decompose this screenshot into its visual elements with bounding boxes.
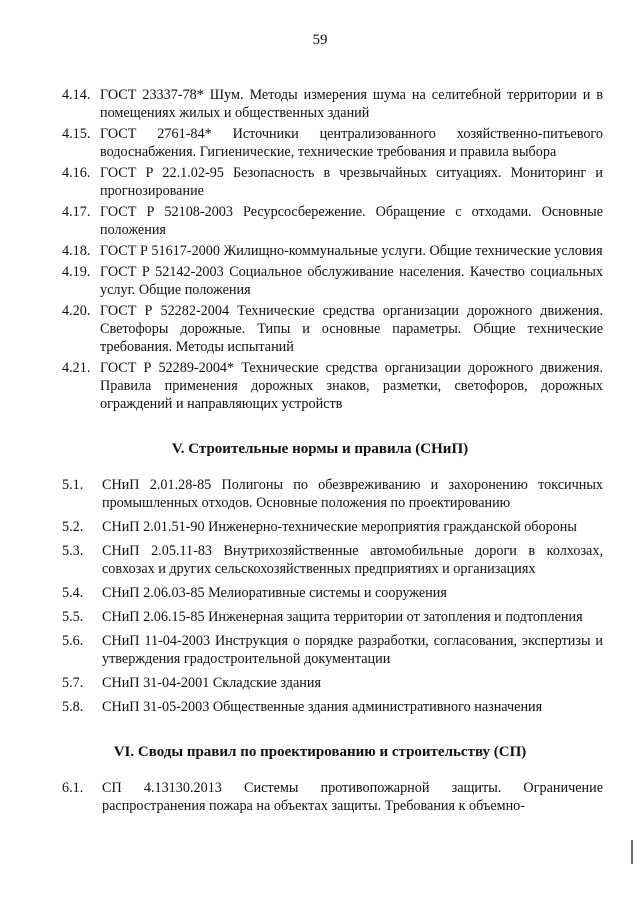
- item-number: 5.8.: [62, 699, 84, 715]
- item-number: 4.20.: [62, 303, 91, 319]
- list-item: [62, 242, 603, 260]
- item-text: СНиП 31-05-2003 Общественные здания административного назначения: [102, 699, 543, 715]
- item-number: 4.14.: [62, 87, 91, 103]
- item-text: ГОСТ Р 52108-2003 Ресурсосбережение. Обращение с отходами. Основные положения: [100, 204, 603, 238]
- item-number: 5.7.: [62, 675, 84, 691]
- item-number: 4.16.: [62, 165, 91, 181]
- item-number: 5.3.: [62, 543, 84, 559]
- item-text: ГОСТ 2761-84* Источники централизованного хозяйственно-питьевого водоснабжения. Гигиенические, технические требования и правила выбора: [100, 126, 603, 160]
- list-item: [62, 263, 603, 299]
- list-item: [62, 476, 603, 512]
- list-item: [62, 86, 603, 122]
- item-number: 5.4.: [62, 585, 84, 601]
- section-6-heading: VI. Своды правил по проектированию и строительству (СП): [113, 744, 527, 760]
- list-item: [62, 632, 603, 668]
- item-number: 4.21.: [62, 360, 91, 376]
- item-number: 5.5.: [62, 609, 84, 625]
- item-text: СНиП 31-04-2001 Складские здания: [102, 675, 321, 691]
- list-item: [62, 542, 603, 578]
- item-text: СП 4.13130.2013 Системы противопожарной защиты. Ограничение распространения пожара на объектах защиты. Требования к объемно-: [102, 780, 603, 814]
- item-text: СНиП 11-04-2003 Инструкция о порядке разработки, согласования, экспертизы и утверждения градостроительной документации: [102, 633, 603, 667]
- item-number: 4.15.: [62, 126, 91, 142]
- list-item: [62, 302, 603, 356]
- section-5-list: [62, 476, 603, 722]
- item-text: ГОСТ Р 22.1.02-95 Безопасность в чрезвычайных ситуациях. Мониторинг и прогнозирование: [100, 165, 603, 199]
- list-item: [62, 125, 603, 161]
- item-text: СНиП 2.01.28-85 Полигоны по обезвреживанию и захоронению токсичных промышленных отходов. Основные положения по проектированию: [102, 477, 603, 511]
- list-item: [62, 779, 603, 815]
- item-text: ГОСТ Р 52282-2004 Технические средства организации дорожного движения. Светофоры дорожные. Типы и основные параметры. Общие технические требования. Методы испытаний: [100, 303, 603, 355]
- list-item: [62, 584, 603, 602]
- page-number: 59: [312, 32, 328, 48]
- item-text: ГОСТ Р 52142-2003 Социальное обслуживание населения. Качество социальных услуг. Общие положения: [100, 264, 603, 298]
- item-number: 5.2.: [62, 519, 84, 535]
- item-number: 4.18.: [62, 243, 91, 259]
- item-text: ГОСТ Р 51617-2000 Жилищно-коммунальные услуги. Общие технические условия: [100, 243, 603, 259]
- list-item: [62, 674, 603, 692]
- list-item: [62, 164, 603, 200]
- item-text: СНиП 2.06.15-85 Инженерная защита территории от затопления и подтопления: [102, 609, 583, 625]
- item-number: 4.17.: [62, 204, 91, 220]
- section-4-list: [62, 86, 603, 416]
- section-6-list: [62, 779, 603, 815]
- item-text: ГОСТ Р 52289-2004* Технические средства организации дорожного движения. Правила применения дорожных знаков, разметки, светофоров, дорожных ограждений и направляющих устройств: [100, 360, 603, 412]
- scan-edge-mark: [631, 840, 633, 864]
- list-item: [62, 518, 603, 536]
- list-item: [62, 608, 603, 626]
- item-text: СНиП 2.01.51-90 Инженерно-технические мероприятия гражданской обороны: [102, 519, 577, 535]
- item-number: 5.1.: [62, 477, 84, 493]
- item-text: СНиП 2.06.03-85 Мелиоративные системы и сооружения: [102, 585, 447, 601]
- list-item: [62, 203, 603, 239]
- section-5-heading: V. Строительные нормы и правила (СНиП): [171, 441, 469, 457]
- item-number: 5.6.: [62, 633, 84, 649]
- item-number: 6.1.: [62, 780, 84, 796]
- item-number: 4.19.: [62, 264, 91, 280]
- list-item: [62, 698, 603, 716]
- item-text: СНиП 2.05.11-83 Внутрихозяйственные автомобильные дороги в колхозах, совхозах и других сельскохозяйственных предприятиях и организациях: [102, 543, 603, 577]
- item-text: ГОСТ 23337-78* Шум. Методы измерения шума на селитебной территории и в помещениях жилых и общественных зданий: [100, 87, 603, 121]
- list-item: [62, 359, 603, 413]
